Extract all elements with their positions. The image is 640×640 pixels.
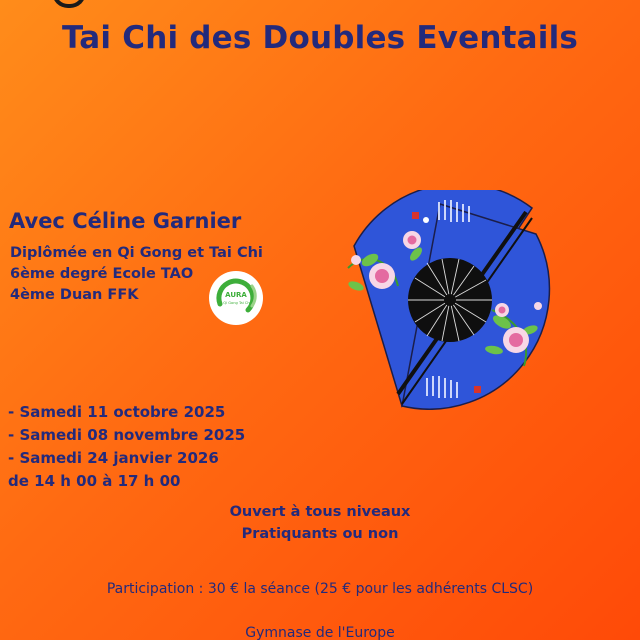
credential-line: Diplômée en Qi Gong et Tai Chi	[10, 245, 263, 261]
teacher-heading: Avec Céline Garnier	[9, 209, 242, 233]
logo-subtext: Qi Gong Tai Chi	[223, 301, 251, 305]
date-line: - Samedi 24 janvier 2026	[8, 449, 219, 467]
credential-line: 6ème degré Ecole TAO	[10, 266, 194, 282]
audience-line: Ouvert à tous niveaux	[229, 504, 411, 520]
date-line: - Samedi 11 octobre 2025	[8, 403, 226, 421]
venue-name: Gymnase de l'Europe	[245, 625, 395, 640]
top-logo-fragment	[52, 0, 86, 8]
audience-line: Pratiquants ou non	[241, 526, 399, 542]
session-dates	[8, 401, 245, 493]
double-fan-icon	[326, 190, 562, 410]
credential-line: 4ème Duan FFK	[10, 287, 139, 303]
poster-title: Tai Chi des Doubles Eventails	[61, 20, 579, 56]
time-line: de 14 h 00 à 17 h 00	[8, 472, 181, 490]
date-line: - Samedi 08 novembre 2025	[8, 426, 246, 444]
participation-price: Participation : 30 € la séance (25 € pour les adhérents CLSC)	[106, 581, 534, 597]
logo-text: AURA	[225, 291, 247, 299]
aura-logo-icon	[208, 270, 264, 326]
